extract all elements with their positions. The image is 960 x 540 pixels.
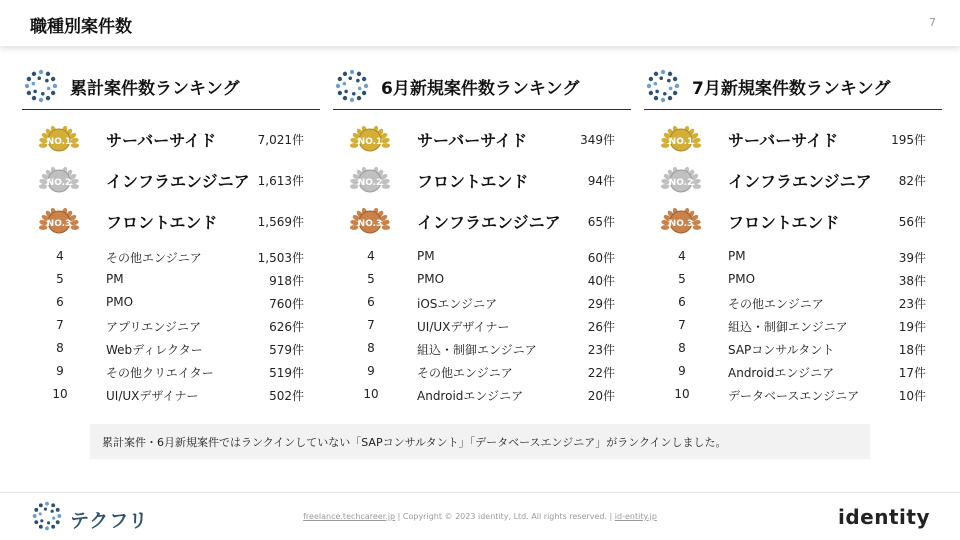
medal-label: NO.3 bbox=[357, 219, 383, 229]
job-count: 195件 bbox=[891, 133, 926, 147]
ranking-row-7 bbox=[22, 314, 320, 337]
job-name: その他クリエイター bbox=[106, 366, 214, 380]
rank-number: 6 bbox=[678, 295, 686, 309]
copyright-line bbox=[0, 512, 960, 521]
rank-number: 10 bbox=[674, 387, 690, 401]
job-count: 7,021件 bbox=[257, 133, 304, 147]
job-count: 38件 bbox=[898, 274, 926, 288]
ranking-row-1 bbox=[333, 119, 631, 160]
job-count: 65件 bbox=[587, 215, 615, 229]
ranking-row-6 bbox=[333, 291, 631, 314]
footer bbox=[0, 492, 960, 540]
ranking-row-9 bbox=[333, 360, 631, 383]
ranking-row-10 bbox=[22, 383, 320, 406]
ranking-column-cumulative bbox=[22, 64, 320, 406]
rank-number: 6 bbox=[367, 295, 375, 309]
bronze-medal-icon bbox=[347, 201, 393, 241]
column-title: 累計案件数ランキング bbox=[70, 79, 240, 99]
dots-circle-icon bbox=[24, 69, 58, 103]
job-name: その他エンジニア bbox=[106, 251, 202, 265]
rank-number: 9 bbox=[367, 364, 375, 378]
job-count: 94件 bbox=[587, 174, 615, 188]
job-name: その他エンジニア bbox=[728, 297, 824, 311]
job-count: 349件 bbox=[580, 133, 615, 147]
silver-medal-icon bbox=[36, 160, 82, 200]
job-name: PM bbox=[728, 249, 746, 263]
job-count: 29件 bbox=[587, 297, 615, 311]
ranking-row-4 bbox=[333, 245, 631, 268]
job-name: インフラエンジニア bbox=[728, 172, 872, 191]
ranking-row-3 bbox=[333, 201, 631, 242]
silver-medal-icon bbox=[347, 160, 393, 200]
ranking-column-july bbox=[644, 64, 942, 406]
ranking-row-9 bbox=[644, 360, 942, 383]
column-header bbox=[333, 64, 631, 110]
job-count: 82件 bbox=[898, 174, 926, 188]
ranking-row-10 bbox=[644, 383, 942, 406]
ranking-row-3 bbox=[22, 201, 320, 242]
job-count: 18件 bbox=[898, 343, 926, 357]
rank-number: 7 bbox=[678, 318, 686, 332]
bronze-medal-icon bbox=[36, 201, 82, 241]
ranking-row-3 bbox=[644, 201, 942, 242]
rank-number: 7 bbox=[367, 318, 375, 332]
job-name: フロントエンド bbox=[106, 213, 218, 232]
job-name: PM bbox=[417, 249, 435, 263]
ranking-row-5 bbox=[333, 268, 631, 291]
job-name: その他エンジニア bbox=[417, 366, 513, 380]
ranking-list bbox=[22, 119, 320, 406]
rank-number: 4 bbox=[56, 249, 64, 263]
rank-number: 8 bbox=[56, 341, 64, 355]
page-title: 職種別案件数 bbox=[30, 17, 132, 37]
column-title: 6月新規案件数ランキング bbox=[381, 79, 580, 99]
ranking-row-8 bbox=[644, 337, 942, 360]
job-count: 10件 bbox=[898, 389, 926, 403]
job-count: 626件 bbox=[269, 320, 304, 334]
ranking-row-1 bbox=[644, 119, 942, 160]
job-name: Androidエンジニア bbox=[728, 366, 835, 380]
techfuri-logo-text: テクフリ bbox=[70, 510, 149, 532]
ranking-list bbox=[333, 119, 631, 406]
ranking-list bbox=[644, 119, 942, 406]
ranking-row-2 bbox=[333, 160, 631, 201]
copyright-text: Copyright © 2023 identity, Ltd. All rights reserved. bbox=[402, 512, 607, 521]
job-name: データベースエンジニア bbox=[728, 389, 860, 403]
rank-number: 5 bbox=[56, 272, 64, 286]
rank-number: 4 bbox=[367, 249, 375, 263]
job-count: 502件 bbox=[269, 389, 304, 403]
rank-number: 9 bbox=[56, 364, 64, 378]
job-count: 19件 bbox=[898, 320, 926, 334]
job-name: PM bbox=[106, 272, 124, 286]
ranking-row-4 bbox=[22, 245, 320, 268]
header bbox=[0, 0, 960, 46]
job-count: 40件 bbox=[587, 274, 615, 288]
job-count: 20件 bbox=[587, 389, 615, 403]
job-name: フロントエンド bbox=[417, 172, 529, 191]
job-count: 1,503件 bbox=[257, 251, 304, 265]
job-name: Webディレクター bbox=[106, 343, 203, 357]
job-name: UI/UXデザイナー bbox=[106, 389, 199, 403]
rank-number: 10 bbox=[363, 387, 379, 401]
identity-logo[interactable] bbox=[838, 505, 930, 529]
ranking-row-1 bbox=[22, 119, 320, 160]
job-count: 579件 bbox=[269, 343, 304, 357]
job-count: 918件 bbox=[269, 274, 304, 288]
job-count: 1,569件 bbox=[257, 215, 304, 229]
separator: | bbox=[607, 512, 615, 521]
ranking-row-4 bbox=[644, 245, 942, 268]
job-name: UI/UXデザイナー bbox=[417, 320, 510, 334]
job-name: アプリエンジニア bbox=[106, 320, 201, 334]
job-count: 39件 bbox=[898, 251, 926, 265]
rank-number: 10 bbox=[52, 387, 68, 401]
job-count: 60件 bbox=[587, 251, 615, 265]
medal-label: NO.2 bbox=[668, 178, 694, 188]
rank-number: 8 bbox=[678, 341, 686, 355]
rank-number: 8 bbox=[367, 341, 375, 355]
job-count: 26件 bbox=[587, 320, 615, 334]
job-count: 23件 bbox=[587, 343, 615, 357]
job-count: 56件 bbox=[898, 215, 926, 229]
job-name: Androidエンジニア bbox=[417, 389, 524, 403]
job-name: SAPコンサルタント bbox=[728, 343, 835, 357]
job-name: インフラエンジニア bbox=[417, 213, 561, 232]
ranking-row-9 bbox=[22, 360, 320, 383]
medal-label: NO.2 bbox=[46, 178, 72, 188]
medal-label: NO.1 bbox=[46, 137, 72, 147]
column-header bbox=[644, 64, 942, 110]
medal-label: NO.3 bbox=[668, 219, 694, 229]
job-name: 組込・制御エンジニア bbox=[728, 320, 848, 334]
silver-medal-icon bbox=[658, 160, 704, 200]
gold-medal-icon bbox=[347, 119, 393, 159]
job-name: PMO bbox=[728, 272, 756, 286]
ranking-row-2 bbox=[22, 160, 320, 201]
separator: | bbox=[395, 512, 403, 521]
job-name: PMO bbox=[417, 272, 445, 286]
job-count: 23件 bbox=[898, 297, 926, 311]
medal-label: NO.3 bbox=[46, 219, 72, 229]
rank-number: 4 bbox=[678, 249, 686, 263]
dots-circle-icon bbox=[646, 69, 680, 103]
rank-number: 5 bbox=[678, 272, 686, 286]
job-count: 760件 bbox=[269, 297, 304, 311]
medal-label: NO.1 bbox=[357, 137, 383, 147]
job-name: サーバーサイド bbox=[417, 131, 528, 150]
dots-circle-icon bbox=[335, 69, 369, 103]
column-title: 7月新規案件数ランキング bbox=[692, 79, 891, 99]
rank-number: 7 bbox=[56, 318, 64, 332]
page-number: 7 bbox=[929, 16, 936, 29]
identity-link[interactable]: id-entity.jp bbox=[614, 512, 657, 521]
job-name: フロントエンド bbox=[728, 213, 840, 232]
job-count: 519件 bbox=[269, 366, 304, 380]
ranking-row-7 bbox=[333, 314, 631, 337]
ranking-row-2 bbox=[644, 160, 942, 201]
job-name: 組込・制御エンジニア bbox=[417, 343, 537, 357]
ranking-row-7 bbox=[644, 314, 942, 337]
gold-medal-icon bbox=[658, 119, 704, 159]
job-count: 1,613件 bbox=[257, 174, 304, 188]
ranking-row-8 bbox=[22, 337, 320, 360]
job-name: PMO bbox=[106, 295, 134, 309]
ranking-row-8 bbox=[333, 337, 631, 360]
job-name: サーバーサイド bbox=[106, 131, 217, 150]
ranking-row-6 bbox=[22, 291, 320, 314]
column-header bbox=[22, 64, 320, 110]
ranking-row-6 bbox=[644, 291, 942, 314]
rank-number: 9 bbox=[678, 364, 686, 378]
techcareer-link[interactable]: freelance.techcareer.jp bbox=[303, 512, 396, 521]
ranking-row-5 bbox=[22, 268, 320, 291]
rank-number: 6 bbox=[56, 295, 64, 309]
summary-note: 累計案件・6月新規案件ではランクインしていない「SAPコンサルタント」「データベースエンジニア」がランクインしました。 bbox=[90, 424, 870, 459]
medal-label: NO.2 bbox=[357, 178, 383, 188]
job-name: iOSエンジニア bbox=[417, 297, 498, 311]
ranking-row-5 bbox=[644, 268, 942, 291]
gold-medal-icon bbox=[36, 119, 82, 159]
ranking-row-10 bbox=[333, 383, 631, 406]
bronze-medal-icon bbox=[658, 201, 704, 241]
rank-number: 5 bbox=[367, 272, 375, 286]
job-name: サーバーサイド bbox=[728, 131, 839, 150]
medal-label: NO.1 bbox=[668, 137, 694, 147]
job-count: 17件 bbox=[898, 366, 926, 380]
ranking-column-june bbox=[333, 64, 631, 406]
identity-logo-text: identity bbox=[838, 505, 930, 529]
job-name: インフラエンジニア bbox=[106, 172, 250, 191]
job-count: 22件 bbox=[587, 366, 615, 380]
